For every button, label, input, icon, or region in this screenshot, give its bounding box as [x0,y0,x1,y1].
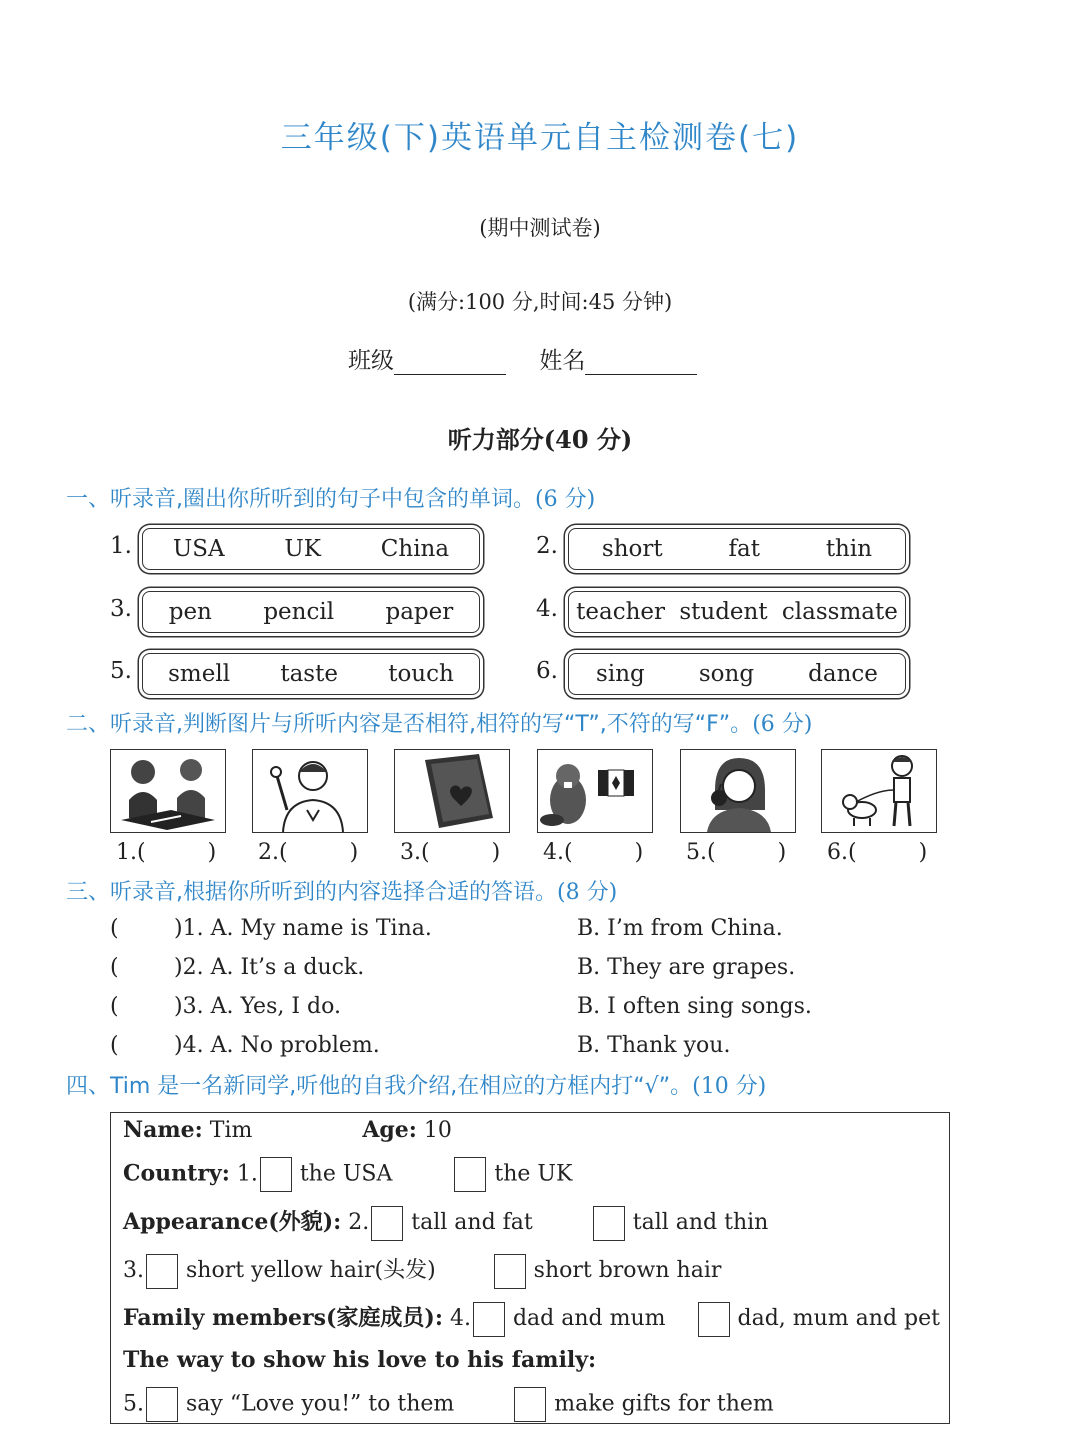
name-value: Tim [209,1118,253,1143]
word-option[interactable]: taste [280,661,338,687]
checkbox[interactable] [698,1302,730,1337]
word-option[interactable]: thin [825,536,873,562]
q1-item-number: 5. [110,658,132,684]
q3-option-b: B. I often sing songs. [577,994,812,1019]
appearance-label: Appearance(外貌): [123,1209,342,1235]
checkbox[interactable] [514,1387,546,1422]
age-value: 10 [423,1118,452,1143]
q3-option-b: B. They are grapes. [577,955,796,980]
love-label: The way to show his love to his family: [123,1347,597,1373]
listening-header: 听力部分(40 分) [447,425,633,454]
checkbox[interactable] [593,1206,625,1241]
q3-option-b: B. I’m from China. [577,916,783,941]
word-option[interactable]: sing [596,661,645,687]
word-option[interactable]: dance [808,661,878,687]
q1-item-number: 1. [110,533,132,559]
checkbox[interactable] [473,1302,505,1337]
boy-waving-picture [252,749,368,833]
country-label: Country: [123,1160,230,1187]
q2-answer-4[interactable]: 4.( ) [543,840,644,865]
q1-item-number: 6. [536,658,558,684]
love-label-row [123,1347,596,1373]
word-option[interactable]: teacher [576,599,666,625]
word-option[interactable]: pen [168,599,212,625]
word-option[interactable]: UK [284,536,321,562]
word-option[interactable]: China [380,536,450,562]
word-option[interactable]: song [698,661,755,687]
q2-instruction: 二、听录音,判断图片与所听内容是否相符,相符的写“T”,不符的写“F”。(6 分) [66,712,813,737]
q3-paren[interactable]: ( [110,994,119,1019]
name-blank[interactable] [585,348,697,375]
q1-word-box [568,591,906,633]
checkbox[interactable] [454,1157,486,1192]
q3-option-a: )2. A. It’s a duck. [174,955,365,980]
family-label: Family members(家庭成员): [123,1305,443,1331]
q3-option-a: )3. A. Yes, I do. [174,994,341,1019]
word-option[interactable]: short [601,536,663,562]
word-option[interactable]: USA [172,536,225,562]
class-label: 班级 [348,348,394,374]
checkbox[interactable] [146,1254,178,1289]
q1-word-box [142,528,480,570]
country-row: Country: 1. the USA the UK [123,1157,572,1192]
name-row [123,1117,452,1143]
girl-eating-apple-picture [680,749,796,833]
family-row: Family members(家庭成员): 4. dad and mum dad, mum and pet [123,1301,940,1337]
q2-answer-3[interactable]: 3.( ) [400,840,501,865]
q3-instruction: 三、听录音,根据你所听到的内容选择合适的答语。(8 分) [66,880,618,905]
q1-word-box [142,653,480,695]
q2-answer-6[interactable]: 6.( ) [827,840,928,865]
profile-table [110,1112,950,1424]
appearance-row: Appearance(外貌): 2. tall and fat tall and thin [123,1205,768,1241]
word-option[interactable]: smell [168,661,231,687]
name-label: 姓名 [539,348,586,374]
word-option[interactable]: pencil [263,599,335,625]
q3-paren[interactable]: ( [110,916,119,941]
checkbox[interactable] [494,1254,526,1289]
word-option[interactable]: fat [728,536,760,562]
q1-word-box [568,528,906,570]
class-blank[interactable] [394,348,506,375]
q3-option-a: )1. A. My name is Tina. [174,916,432,941]
word-option[interactable]: paper [385,599,454,625]
boy-with-dog-picture [821,749,937,833]
q1-item-number: 3. [110,596,132,622]
hair-row: 3. short yellow hair(头发) short brown hair [123,1253,721,1289]
q1-item-number: 2. [536,533,558,559]
q3-option-b: B. Thank you. [577,1033,731,1058]
two-children-drawing-picture [110,749,226,833]
q1-word-box [142,591,480,633]
q2-answer-2[interactable]: 2.( ) [258,840,359,865]
age-label: Age: [362,1117,417,1143]
q2-answer-5[interactable]: 5.( ) [686,840,787,865]
word-option[interactable]: classmate [781,599,898,625]
q3-paren[interactable]: ( [110,1033,119,1058]
q3-paren[interactable]: ( [110,955,119,980]
q2-answer-1[interactable]: 1.( ) [116,840,217,865]
name-label: Name: [123,1117,203,1143]
word-option[interactable]: touch [388,661,454,687]
exam-info: (满分:100 分,时间:45 分钟) [407,290,673,314]
page-title: 三年级(下)英语单元自主检测卷(七) [280,120,800,156]
q4-instruction: 四、Tim 是一名新同学,听他的自我介绍,在相应的方框内打“√”。(10 分) [66,1074,767,1099]
q1-word-box [568,653,906,695]
q1-item-number: 4. [536,596,558,622]
card-picture [394,749,510,833]
q3-option-a: )4. A. No problem. [174,1033,380,1058]
checkbox[interactable] [260,1157,292,1192]
checkbox[interactable] [146,1387,178,1422]
subtitle: (期中测试卷) [479,216,601,240]
student-fields [348,342,723,375]
beaver-canada-flag-picture [537,749,653,833]
love-row: 5. say “Love you!” to them make gifts for them [123,1387,774,1422]
checkbox[interactable] [371,1206,403,1241]
q1-instruction: 一、听录音,圈出你所听到的句子中包含的单词。(6 分) [66,487,596,512]
word-option[interactable]: student [679,599,768,625]
